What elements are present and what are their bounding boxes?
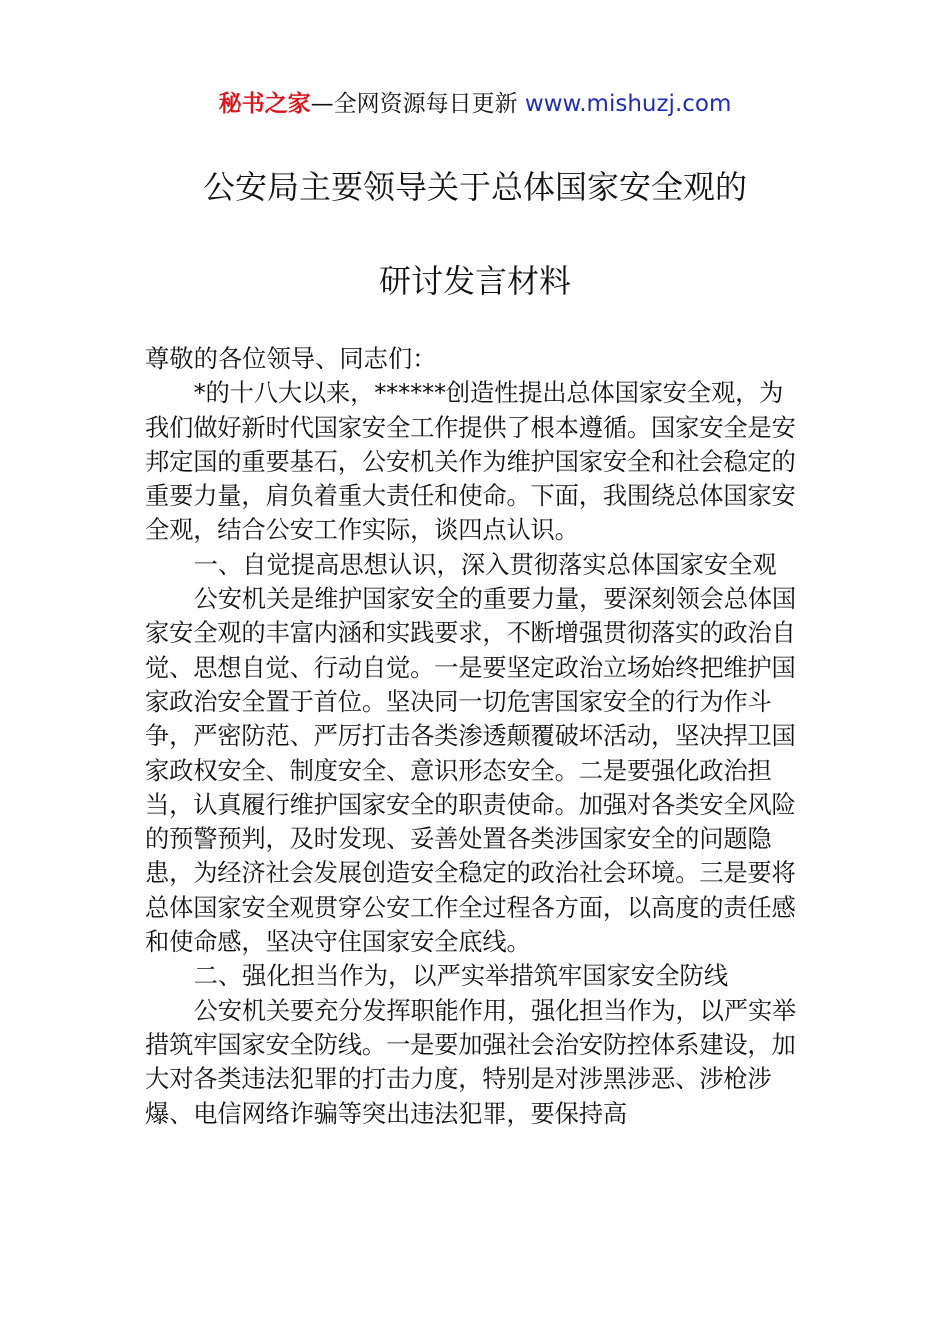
section-1-paragraph: 公安机关是维护国家安全的重要力量，要深刻领会总体国家安全观的丰富内涵和实践要求，不断增强贯彻落实的政治自觉、思想自觉、行动自觉。一是要坚定政治立场始终把维护国家政治安全置于首位。坚决同一切危害国家安全的行为作斗争，严密防范、严厉打击各类渗透颠覆破坏活动，坚决捍卫国家政权安全、制度安全、意识形态安全。二是要强化政治担当，认真履行维护国家安全的职责使命。加强对各类安全风险的预警预判，及时发现、妥善处置各类涉国家安全的问题隐患，为经济社会发展创造安全稳定的政治社会环境。三是要将总体国家安全观贯穿公安工作全过程各方面，以高度的责任感和使命感，坚决守住国家安全底线。 xyxy=(145,584,797,957)
document-body xyxy=(145,342,807,1131)
site-url-link[interactable]: www.mishuzj.com xyxy=(524,91,732,117)
header-tagline: —全网资源每日更新 xyxy=(310,91,525,117)
brand-name: 秘书之家 xyxy=(218,91,311,117)
salutation: 尊敬的各位领导、同志们： xyxy=(145,344,437,373)
site-header xyxy=(0,88,950,120)
section-2-paragraph: 公安机关要充分发挥职能作用，强化担当作为，以严实举措筑牢国家安全防线。一是要加强社会治安防控体系建设，加大对各类违法犯罪的打击力度，特别是对涉黑涉恶、涉枪涉爆、电信网络诈骗等突出违法犯罪，要保持高 xyxy=(145,995,797,1128)
section-1-heading: 一、自觉提高思想认识，深入贯彻落实总体国家安全观 xyxy=(193,549,777,579)
intro-paragraph: *的十八大以来，******创造性提出总体国家安全观，为我们做好新时代国家安全工作提供了根本遵循。国家安全是安邦定国的重要基石，公安机关作为维护国家安全和社会稳定的重要力量，肩负着重大责任和使命。下面，我围绕总体国家安全观，结合公安工作实际，谈四点认识。 xyxy=(145,378,796,545)
section-2-heading: 二、强化担当作为，以严实举措筑牢国家安全防线 xyxy=(193,961,729,991)
document-title-line-2: 研讨发言材料 xyxy=(378,262,571,300)
document-title-line-1: 公安局主要领导关于总体国家安全观的 xyxy=(202,168,747,206)
